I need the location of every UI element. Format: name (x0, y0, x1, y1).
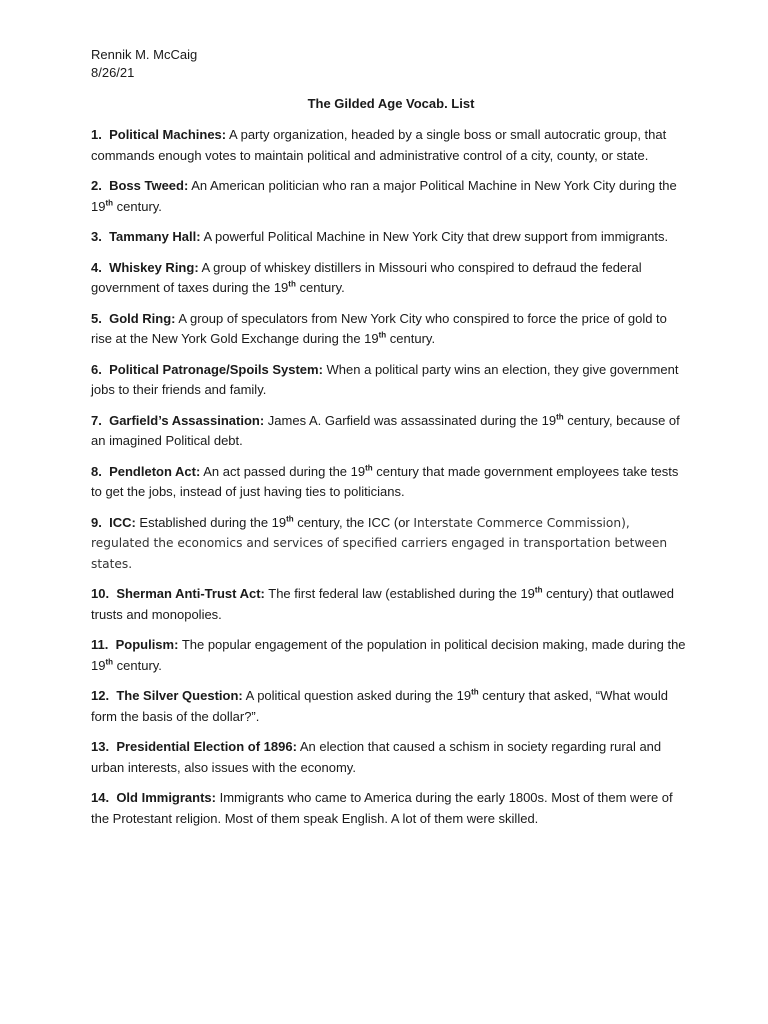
term-definition: The first federal law (established during the 19 (264, 586, 535, 601)
ordinal-suffix: th (471, 687, 479, 697)
term-definition: Interstate Commerce Commission), regulated the economics and services of specified carriers engaged in transportation between states. (91, 515, 668, 571)
term-definition: century. (386, 331, 436, 346)
ordinal-suffix: th (534, 585, 543, 595)
term-label: Sherman Anti-Trust Act: (116, 586, 265, 601)
term-definition: century. (295, 280, 345, 295)
term-number: 11. (91, 637, 109, 652)
vocab-term (91, 360, 691, 401)
vocab-list (91, 125, 691, 829)
term-definition: When a political party wins an election, they give government jobs to their friends and family. (91, 361, 679, 397)
term-number: 10. (91, 586, 110, 601)
term-label: Whiskey Ring: (109, 259, 199, 275)
vocab-term (91, 513, 691, 575)
term-number: 12. (91, 688, 110, 703)
term-definition: century. (113, 657, 162, 673)
term-definition: Established during the 19 (135, 514, 287, 530)
term-number: 3. (91, 229, 102, 244)
term-label: Political Machines: (109, 127, 227, 142)
ordinal-suffix: th (286, 514, 294, 524)
term-definition: century that made government employees take tests to get the jobs, instead of just having ties to politicians. (91, 463, 679, 499)
document-title: The Gilded Age Vocab. List (307, 96, 475, 111)
term-label: Political Patronage/Spoils System: (109, 361, 323, 377)
vocab-term (91, 788, 691, 829)
author-name: Rennik M. McCaig (91, 47, 198, 62)
term-definition: An American politician who ran a major Political Machine in New York City during the 19 (91, 178, 677, 214)
vocab-term (91, 411, 691, 452)
term-definition: century, the ICC (or (293, 514, 414, 530)
term-label: Gold Ring: (109, 310, 176, 326)
term-label: Boss Tweed: (109, 178, 189, 193)
term-number: 6. (91, 361, 102, 377)
term-number: 4. (91, 259, 102, 275)
term-definition: century that asked, “What would form the basis of the dollar?”. (91, 688, 668, 724)
vocab-term (91, 125, 691, 166)
vocab-term (91, 584, 691, 625)
term-definition: Immigrants who came to America during the early 1800s. Most of them were of the Protestant religion. Most of them speak English. A lot of them were skilled. (91, 790, 673, 826)
term-definition: A political question asked during the 19 (242, 688, 472, 703)
vocab-term (91, 309, 691, 350)
term-number: 5. (91, 310, 102, 326)
term-definition: An act passed during the 19 (200, 463, 366, 479)
term-label: The Silver Question: (116, 688, 243, 703)
vocab-term (91, 462, 691, 503)
term-number: 2. (91, 178, 102, 193)
term-label: Pendleton Act: (109, 463, 201, 479)
ordinal-suffix: th (365, 463, 373, 473)
term-label: Garfield’s Assassination: (109, 412, 265, 428)
term-number: 1. (91, 127, 102, 142)
term-definition: century. (113, 198, 162, 214)
term-number: 9. (91, 514, 102, 530)
term-definition: The popular engagement of the population in political decision making, made during the 19 (91, 637, 686, 673)
term-number: 13. (91, 739, 110, 754)
term-number: 7. (91, 412, 102, 428)
term-definition: century, because of an imagined Political debt. (91, 412, 680, 448)
term-definition: James A. Garfield was assassinated during the 19 (264, 412, 557, 428)
vocab-term (91, 737, 691, 778)
vocab-term (91, 635, 691, 676)
term-definition: A group of speculators from New York City who conspired to force the price of gold to rise at the New York Gold Exchange during the 19 (91, 310, 667, 346)
term-label: Presidential Election of 1896: (116, 739, 297, 754)
term-definition: century) that outlawed trusts and monopolies. (91, 586, 674, 622)
document-date: 8/26/21 (91, 65, 135, 80)
term-number: 14. (91, 790, 110, 805)
term-definition: A group of whiskey distillers in Missouri who conspired to defraud the federal government of taxes during the 19 (91, 259, 642, 295)
ordinal-suffix: th (105, 657, 114, 667)
vocab-term (91, 176, 691, 217)
term-label: Populism: (115, 637, 179, 652)
ordinal-suffix: th (556, 412, 564, 422)
term-number: 8. (91, 463, 102, 479)
term-definition: An election that caused a schism in society regarding rural and urban interests, also issues with the economy. (91, 739, 662, 775)
document-page (91, 46, 691, 839)
term-label: Tammany Hall: (109, 229, 201, 244)
term-label: Old Immigrants: (116, 790, 216, 805)
author-block (91, 46, 691, 82)
vocab-term (91, 227, 691, 248)
ordinal-suffix: th (378, 330, 387, 340)
term-definition: A powerful Political Machine in New York City that drew support from immigrants. (200, 229, 669, 244)
ordinal-suffix: th (288, 279, 296, 289)
vocab-term (91, 686, 691, 727)
term-definition: A party organization, headed by a single boss or small autocratic group, that commands enough votes to maintain political and administrative control of a city, county, or state. (91, 127, 667, 163)
ordinal-suffix: th (105, 198, 114, 208)
term-label: ICC: (109, 514, 136, 530)
vocab-term (91, 258, 691, 299)
